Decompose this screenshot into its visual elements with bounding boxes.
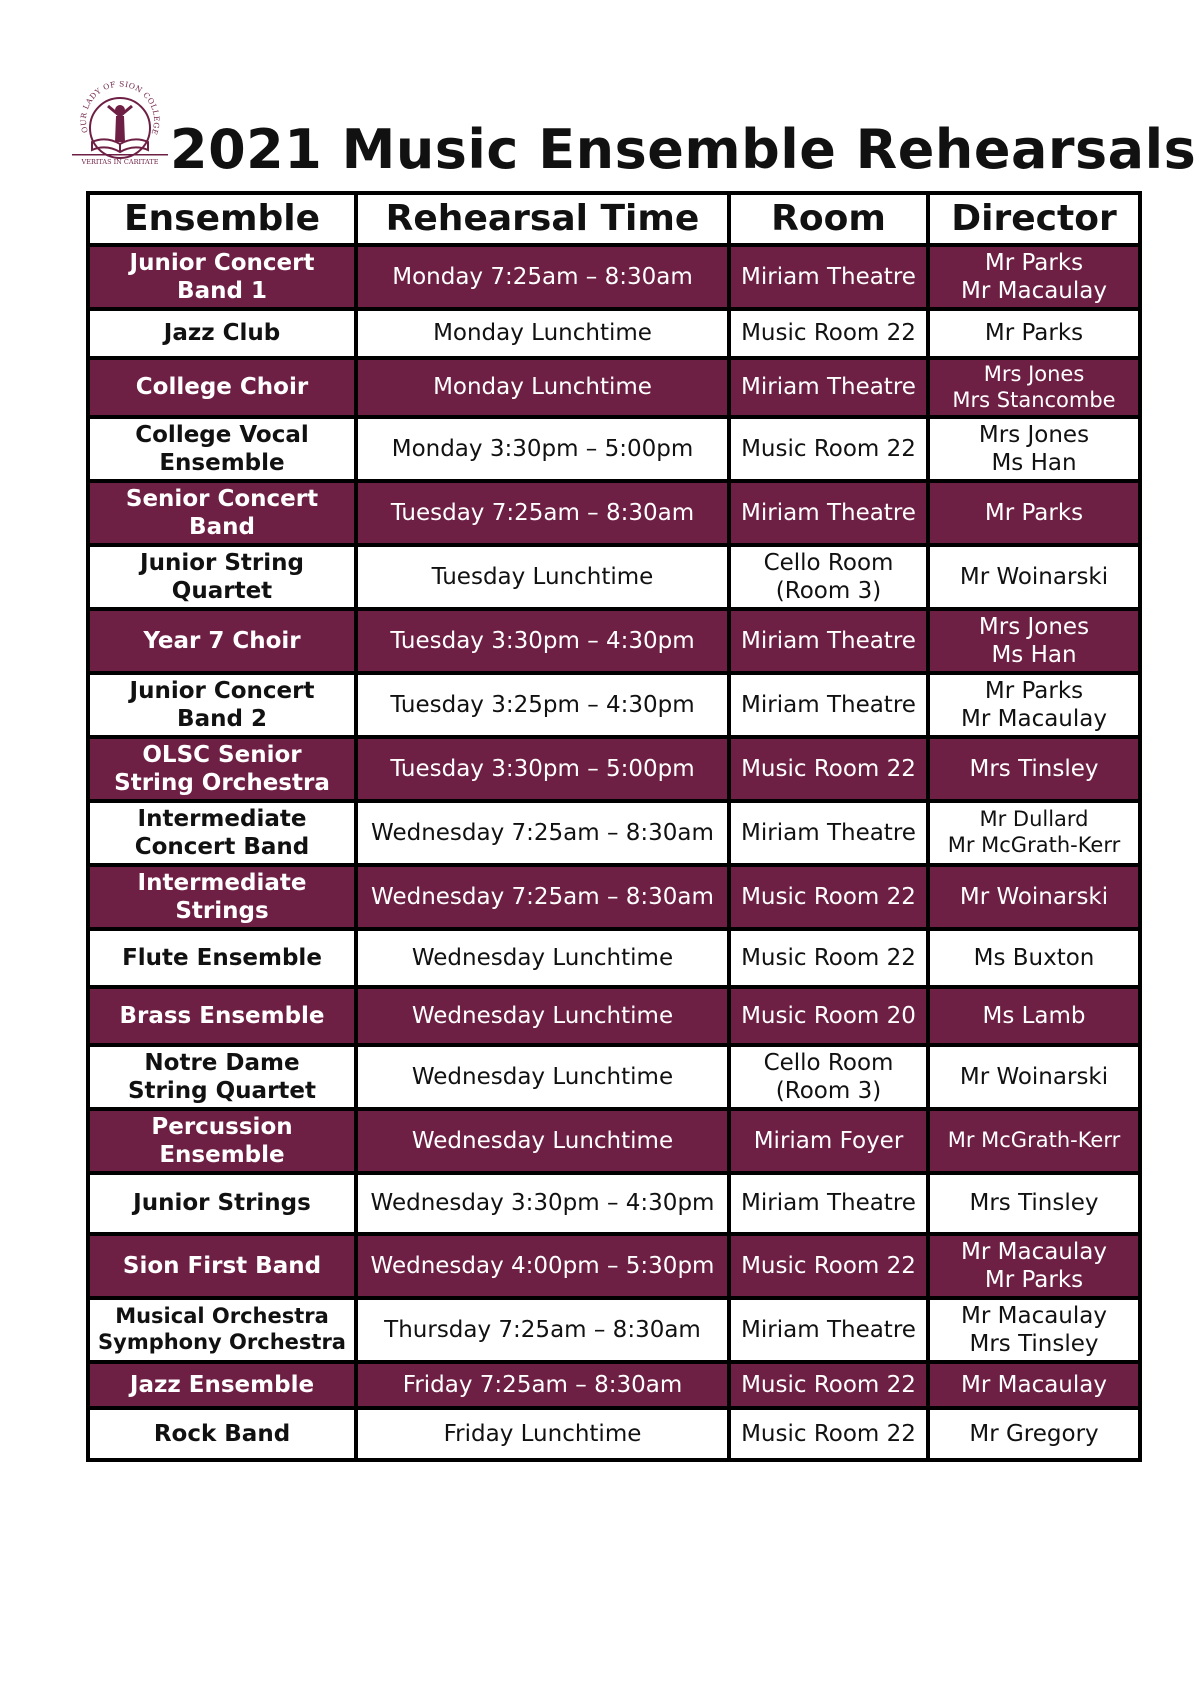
room-cell-line: (Room 3) [775,1078,882,1104]
table-row [88,358,1140,417]
table-row [88,929,1140,987]
room-cell-line: Miriam Theatre [741,263,916,290]
ensemble-cell-line: Ensemble [159,450,285,476]
director-cell [928,929,1140,987]
director-cell [928,987,1140,1045]
table-row [88,1362,1140,1408]
table-row [88,1109,1140,1173]
room-cell-line: Miriam Foyer [753,1127,904,1154]
rehearsal-table [86,191,1142,1462]
room-cell [729,737,928,801]
rehearsal-time-cell: Tuesday Lunchtime [356,545,729,609]
director-cell [928,417,1140,481]
director-cell-line: Mrs Tinsley [969,1331,1099,1357]
ensemble-cell-line: Sion First Band [122,1252,322,1279]
rehearsal-time-cell: Monday 3:30pm – 5:00pm [356,417,729,481]
table-row [88,1173,1140,1234]
table-row [88,609,1140,673]
ensemble-cell-line: College Vocal [135,421,309,448]
room-cell-line: Miriam Theatre [741,374,916,401]
room-cell [729,1173,928,1234]
rehearsal-time-cell: Monday 7:25am – 8:30am [356,245,729,309]
logo-motto: VERITAS IN CARITATE [81,158,159,166]
room-cell [729,1362,928,1408]
room-cell-line: Miriam Theatre [741,691,916,718]
room-cell-line: Cello Room [763,1049,894,1076]
ensemble-cell-line: Junior String [140,549,304,576]
ensemble-cell-line: Quartet [171,578,273,604]
room-cell [729,865,928,929]
ensemble-cell [88,865,356,929]
rehearsal-time-cell: Monday Lunchtime [356,358,729,417]
director-cell [928,1173,1140,1234]
director-cell [928,545,1140,609]
director-cell [928,358,1140,417]
table-row [88,245,1140,309]
ensemble-cell-line: Junior Concert [129,249,315,276]
director-cell-line: Mr Gregory [969,1420,1099,1447]
director-cell-line: Mr Parks [984,677,1084,704]
table-row [88,417,1140,481]
ensemble-cell-line: Band [189,514,255,540]
director-cell-line: Mr Macaulay [961,278,1107,304]
room-cell-line: Music Room 22 [741,755,916,782]
rehearsal-time-cell: Tuesday 7:25am – 8:30am [356,481,729,545]
rehearsal-time-cell: Thursday 7:25am – 8:30am [356,1298,729,1362]
director-cell [928,801,1140,865]
ensemble-cell-line: Intermediate [137,805,307,832]
room-cell [729,929,928,987]
room-cell-line: Music Room 22 [741,1420,916,1447]
ensemble-cell [88,1234,356,1298]
ensemble-cell-line: String Quartet [127,1078,316,1104]
header-rehearsal-time: Rehearsal Time [356,193,729,245]
ensemble-cell [88,1045,356,1109]
rehearsal-time-cell: Wednesday 7:25am – 8:30am [356,801,729,865]
ensemble-cell-line: Rock Band [153,1420,291,1447]
ensemble-cell [88,1408,356,1460]
room-cell-line: Miriam Theatre [741,499,916,526]
director-cell [928,1045,1140,1109]
ensemble-cell-line: Band 1 [177,278,267,304]
room-cell-line: Music Room 22 [741,1252,916,1279]
director-cell-line: Mrs Jones [983,361,1085,386]
director-cell [928,1362,1140,1408]
director-cell-line: Mrs Stancombe [952,387,1116,412]
director-cell [928,865,1140,929]
rehearsal-time-cell: Friday Lunchtime [356,1408,729,1460]
table-row [88,737,1140,801]
room-cell-line: Music Room 22 [741,1371,916,1398]
ensemble-cell [88,929,356,987]
room-cell [729,987,928,1045]
director-cell [928,673,1140,737]
rehearsal-time-cell: Wednesday Lunchtime [356,1045,729,1109]
room-cell [729,673,928,737]
ensemble-cell-line: OLSC Senior [142,741,302,768]
director-cell-line: Ms Han [991,642,1077,668]
ensemble-cell [88,1298,356,1362]
director-cell-line: Mr Macaulay [961,1238,1107,1265]
rehearsal-time-cell: Friday 7:25am – 8:30am [356,1362,729,1408]
table-row [88,987,1140,1045]
ensemble-cell [88,801,356,865]
director-cell [928,737,1140,801]
director-cell [928,609,1140,673]
director-cell [928,1109,1140,1173]
director-cell-line: Mrs Tinsley [969,1190,1099,1217]
header-director: Director [928,193,1140,245]
director-cell-line: Ms Buxton [973,944,1095,971]
director-cell-line: Mrs Tinsley [969,755,1099,782]
table-row [88,1234,1140,1298]
ensemble-cell [88,987,356,1045]
page-title: 2021 Music Ensemble Rehearsals [170,118,1197,181]
college-logo [70,80,170,180]
table-row [88,673,1140,737]
ensemble-cell-line: Band 2 [177,706,267,732]
director-cell-line: Mr McGrath-Kerr [947,833,1121,857]
rehearsal-time-cell: Wednesday Lunchtime [356,929,729,987]
room-cell-line: Music Room 20 [741,1002,916,1029]
rehearsal-time-cell: Wednesday 7:25am – 8:30am [356,865,729,929]
table-header-row [88,193,1140,245]
room-cell-line: Music Room 22 [741,883,916,910]
logo-ring-text: OUR LADY OF SION COLLEGE [78,80,162,137]
room-cell [729,801,928,865]
room-cell [729,1045,928,1109]
director-cell [928,481,1140,545]
director-cell-line: Mr Macaulay [961,1371,1107,1398]
director-cell-line: Mr Woinarski [959,883,1109,910]
room-cell-line: (Room 3) [775,578,882,604]
ensemble-cell [88,545,356,609]
ensemble-cell-line: Notre Dame [144,1049,300,1076]
director-cell [928,1298,1140,1362]
ensemble-cell-line: String Orchestra [114,770,330,796]
ensemble-cell-line: Symphony Orchestra [98,1330,346,1354]
ensemble-cell [88,1173,356,1234]
ensemble-cell-line: Intermediate [137,869,307,896]
director-cell-line: Ms Han [991,450,1077,476]
director-cell-line: Mr Woinarski [959,563,1109,590]
ensemble-cell [88,673,356,737]
director-cell-line: Mr McGrath-Kerr [947,1128,1121,1153]
ensemble-cell-line: Junior Concert [129,677,315,704]
ensemble-cell [88,1362,356,1408]
room-cell [729,309,928,358]
ensemble-cell-line: College Choir [135,374,309,401]
room-cell [729,358,928,417]
ensemble-cell [88,481,356,545]
director-cell-line: Mr Parks [984,1267,1084,1293]
ensemble-cell [88,245,356,309]
ensemble-cell-line: Jazz Ensemble [129,1371,315,1398]
ensemble-cell-line: Concert Band [134,834,310,860]
director-cell-line: Mr Parks [984,249,1084,276]
rehearsal-time-cell: Monday Lunchtime [356,309,729,358]
rehearsal-time-cell: Wednesday 3:30pm – 4:30pm [356,1173,729,1234]
rehearsal-time-cell: Tuesday 3:30pm – 4:30pm [356,609,729,673]
room-cell [729,245,928,309]
director-cell-line: Mr Macaulay [961,1302,1107,1329]
ensemble-cell [88,417,356,481]
room-cell [729,1298,928,1362]
ensemble-cell-line: Musical Orchestra [115,1304,329,1329]
room-cell-line: Miriam Theatre [741,1316,916,1343]
table-row [88,801,1140,865]
ensemble-cell-line: Strings [175,898,269,924]
room-cell [729,545,928,609]
director-cell-line: Mr Dullard [979,807,1089,832]
header-ensemble: Ensemble [88,193,356,245]
ensemble-cell [88,309,356,358]
rehearsal-time-cell: Tuesday 3:30pm – 5:00pm [356,737,729,801]
room-cell [729,1234,928,1298]
ensemble-cell [88,609,356,673]
director-cell-line: Mr Parks [984,320,1084,347]
ensemble-cell-line: Senior Concert [125,485,319,512]
college-crest-icon [70,80,170,180]
ensemble-cell [88,1109,356,1173]
table-row [88,1045,1140,1109]
header-room: Room [729,193,928,245]
room-cell-line: Music Room 22 [741,320,916,347]
table-row [88,309,1140,358]
room-cell [729,609,928,673]
table-row [88,865,1140,929]
rehearsal-time-cell: Wednesday Lunchtime [356,987,729,1045]
room-cell [729,1408,928,1460]
room-cell-line: Cello Room [763,549,894,576]
director-cell [928,245,1140,309]
table-row [88,481,1140,545]
director-cell-line: Mr Macaulay [961,706,1107,732]
ensemble-cell-line: Flute Ensemble [122,944,322,971]
director-cell-line: Mr Woinarski [959,1063,1109,1090]
room-cell [729,417,928,481]
table-row [88,545,1140,609]
ensemble-cell-line: Year 7 Choir [143,627,301,654]
director-cell [928,1234,1140,1298]
director-cell-line: Mr Parks [984,499,1084,526]
rehearsal-time-cell: Tuesday 3:25pm – 4:30pm [356,673,729,737]
room-cell [729,1109,928,1173]
table-row [88,1408,1140,1460]
rehearsal-time-cell: Wednesday Lunchtime [356,1109,729,1173]
director-cell [928,309,1140,358]
room-cell-line: Music Room 22 [741,944,916,971]
ensemble-cell [88,358,356,417]
director-cell-line: Mrs Jones [978,421,1090,448]
room-cell-line: Miriam Theatre [741,1190,916,1217]
ensemble-cell [88,737,356,801]
room-cell-line: Music Room 22 [741,435,916,462]
room-cell-line: Miriam Theatre [741,627,916,654]
ensemble-cell-line: Percussion [151,1113,293,1140]
ensemble-cell-line: Ensemble [159,1142,285,1168]
director-cell-line: Ms Lamb [982,1002,1086,1029]
director-cell-line: Mrs Jones [978,613,1090,640]
table-row [88,1298,1140,1362]
ensemble-cell-line: Brass Ensemble [119,1002,325,1029]
room-cell-line: Miriam Theatre [741,819,916,846]
room-cell [729,481,928,545]
ensemble-cell-line: Jazz Club [163,320,281,347]
ensemble-cell-line: Junior Strings [133,1190,311,1217]
rehearsal-time-cell: Wednesday 4:00pm – 5:30pm [356,1234,729,1298]
director-cell [928,1408,1140,1460]
